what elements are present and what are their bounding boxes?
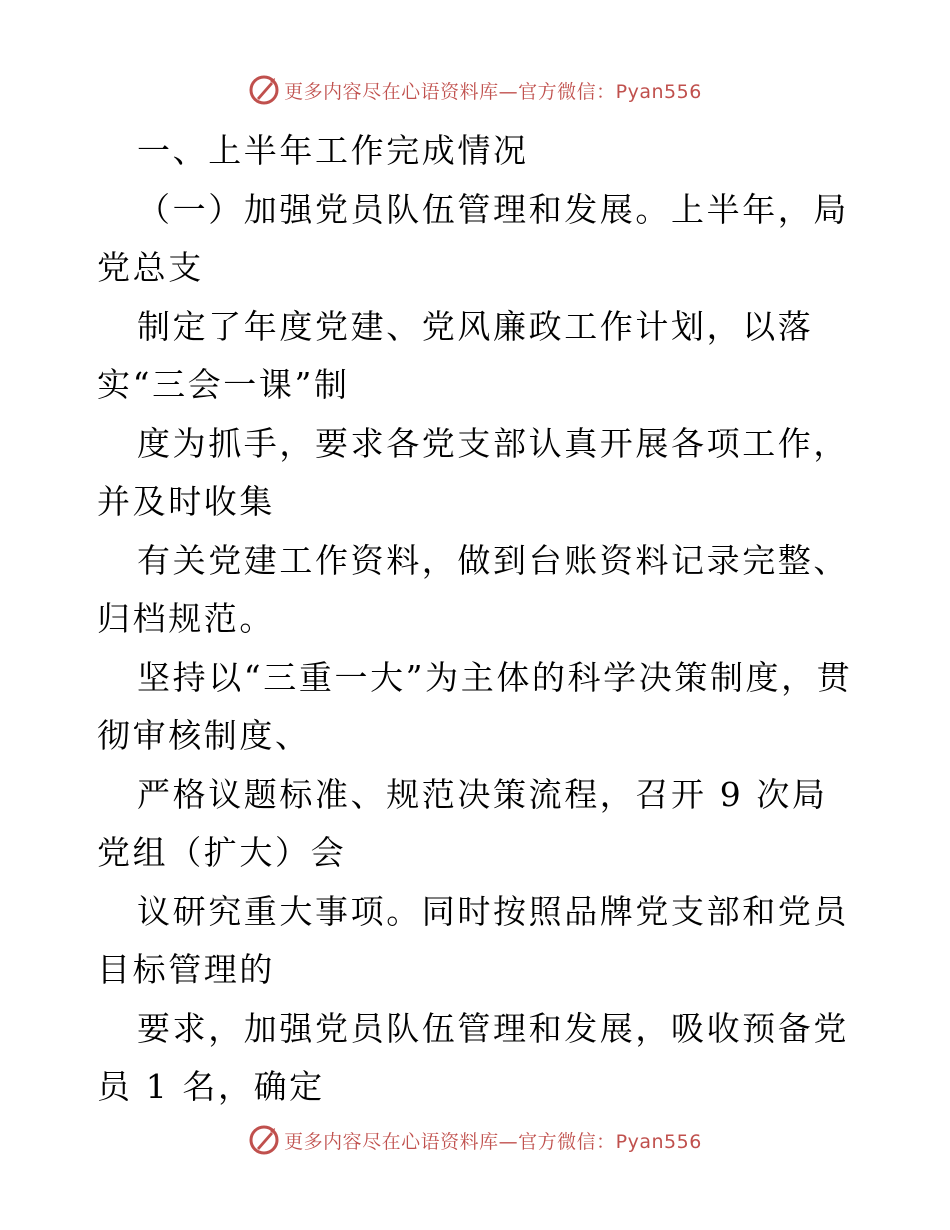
section-heading: 一、上半年工作完成情况 (137, 131, 529, 170)
paragraph-line: 度为抓手，要求各党支部认真开展各项工作，并及时收集 (97, 423, 849, 521)
paragraph-line: 有关党建工作资料，做到台账资料记录完整、归档规范。 (97, 540, 849, 638)
quill-pen-logo-icon (248, 74, 280, 106)
header-banner (0, 72, 950, 108)
paragraph-line: 要求，加强党员队伍管理和发展，吸收预备党员 1 名，确定 (97, 1008, 849, 1106)
paragraph-line: 坚持以“三重一大”为主体的科学决策制度，贯彻审核制度、 (97, 657, 853, 755)
footer-banner (0, 1122, 950, 1158)
paragraph-line: （一）加强党员队伍管理和发展。上半年，局党总支 (97, 189, 849, 287)
document-body (97, 122, 857, 1117)
banner-text: 更多内容尽在心语资料库—官方微信：Pyan556 (284, 1130, 702, 1153)
banner-text: 更多内容尽在心语资料库—官方微信：Pyan556 (284, 80, 702, 103)
paragraph-line: 严格议题标准、规范决策流程，召开 9 次局党组（扩大）会 (97, 774, 828, 872)
paragraph-line: 制定了年度党建、党风廉政工作计划，以落实“三会一课”制 (97, 306, 814, 404)
paragraph-line: 议研究重大事项。同时按照品牌党支部和党员目标管理的 (97, 891, 849, 989)
quill-pen-logo-icon (248, 1124, 280, 1156)
